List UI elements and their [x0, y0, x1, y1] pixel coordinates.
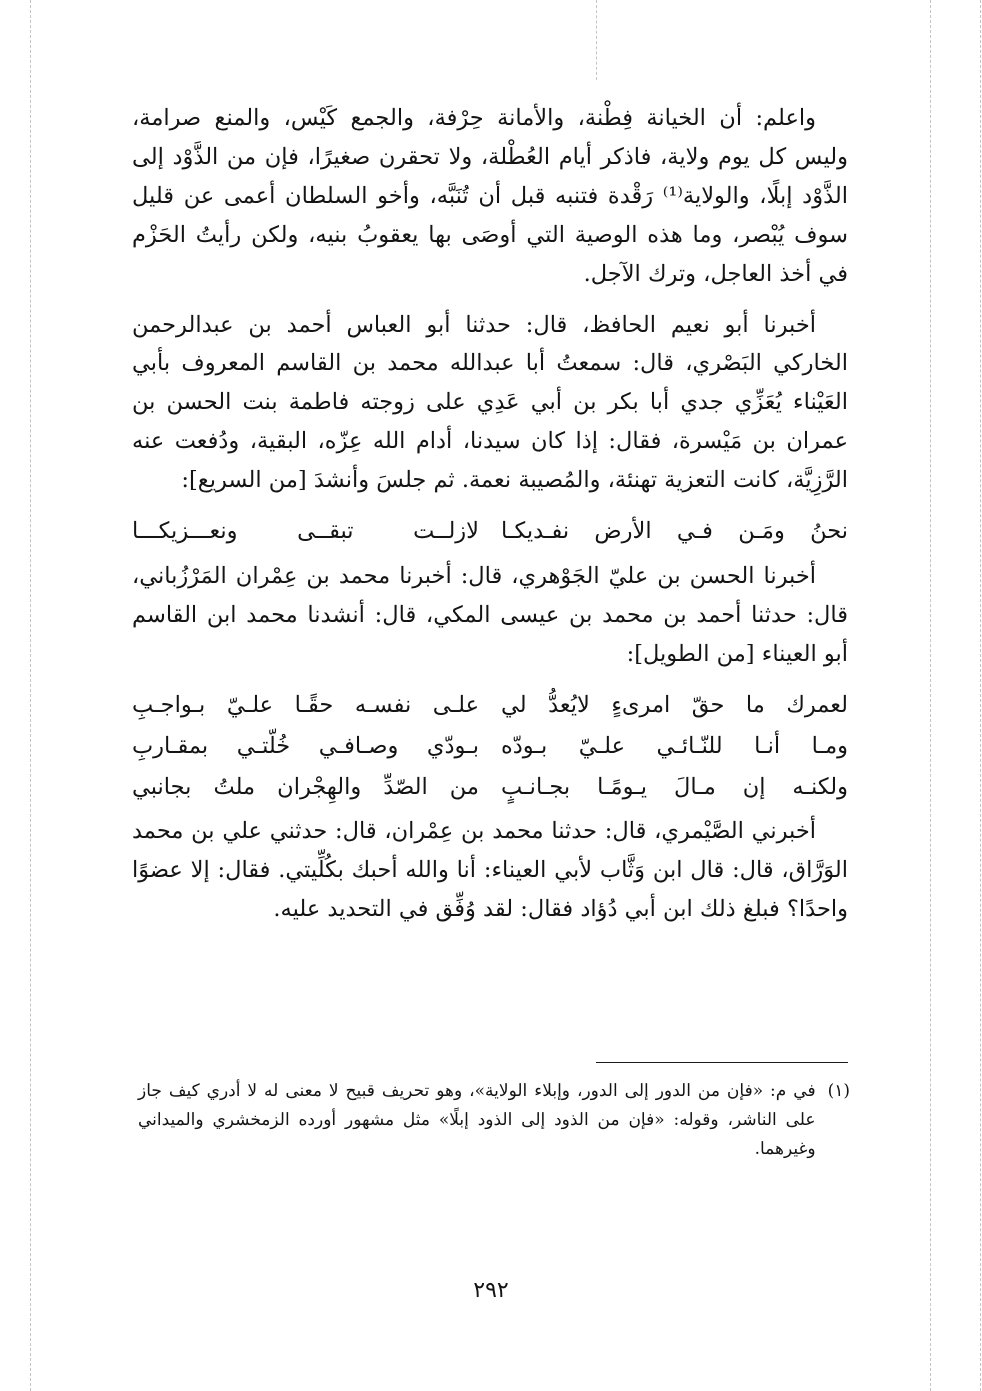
paragraph-narration-2: أخبرنا الحسن بن عليّ الجَوْهري، قال: أخبرنا محمد بن عِمْران المَرْزُباني، قال: حدثنا أحمد بن محمد بن عيسى المكي، قال: أنشدنا محمد ابن القاسم أبو العيناء [من الطويل]: — [132, 562, 848, 667]
verse-second-hemistich: علـى نفسـه حقًـا علـيّ بـواجـبِ — [132, 691, 479, 718]
verse-second-hemistich: من الصّدِّ والهِجْران ملتُ بجانبي — [132, 773, 479, 800]
verse-second-hemistich: بـودّي وصـافـي خُلّتـي بمقـاربِ — [132, 732, 479, 759]
verse-line — [132, 512, 848, 551]
footnote-separator — [596, 1062, 848, 1063]
verse-line — [132, 768, 848, 807]
footnote — [138, 1077, 850, 1164]
scan-edge-dots — [930, 0, 931, 1391]
verse-first-hemistich: نحنُ ومَـن فـي الأرض نفـديكـا — [501, 518, 848, 545]
scan-edge-dots — [596, 0, 597, 80]
footnote-marker: (١) — [827, 1081, 850, 1101]
paragraph-narration-3: أخبرني الصَّيْمري، قال: حدثنا محمد بن عِمْران، قال: حدثني علي بن محمد الوَرَّاق، قال: قال ابن وَثَّاب لأبي العيناء: أنا والله أحبك بكُلِّيتي. فقال: إلا عضوًا واحدًا؟ فبلغ ذلك ابن أبي دُؤاد فقال: لقد وُفِّق في التحديد عليه. — [132, 818, 848, 923]
page-body — [132, 99, 848, 941]
footnote-text: في م: «فإن من الدور إلى الدور، وإبلاء الولاية»، وهو تحريف قبيح لا معنى له لا أدري كيف جاز على الناشر، وقوله: «فإن من الذود إلى الذود إبلًا» مثل مشهور أورده الزمخشري والميداني وغيرهما. — [138, 1081, 816, 1159]
scan-edge-dots — [30, 0, 31, 1391]
page-number: ٢٩٢ — [473, 1278, 509, 1303]
verse-second-hemistich: لازلــت تبقــى ونعـــزيكـــا — [132, 518, 479, 545]
verse-line — [132, 686, 848, 725]
verse-first-hemistich: ولكنـه إن مـالَ يـومًـا بجـانـبٍ — [501, 773, 848, 800]
paragraph-advice: واعلم: أن الخيانة فِطْنة، والأمانة حِرْفة، والجمع كَيْس، والمنع صرامة، وليس كل يوم ولاية، فاذكر أيام العُطْلة، ولا تحقرن صغيرًا، فإن من الذَّوْد إلى الذَّوْد إبلًا، والولاية⁽¹⁾ رَقْدة فتنبه قبل أن تُنَبَّه، وأخو السلطان أعمى عن قليل سوف يُبْصر، وما هذه الوصية التي أوصَى بها يعقوبُ بنيه، ولكن رأيتُ الحَزْم في أخذ العاجل، وترك الآجل. — [132, 105, 848, 287]
paragraph-narration-1: أخبرنا أبو نعيم الحافظ، قال: حدثنا أبو العباس أحمد بن عبدالرحمن الخاركي البَصْري، قال: سمعتُ أبا عبدالله محمد بن القاسم المعروف بأبي العَيْناء يُعَزِّي جدي أبا بكر بن أبي عَدِي على زوجته فاطمة بنت الحسن بن عمران بن مَيْسرة، فقال: إذا كان سيدنا، أدام الله عِزّه، البقية، ودُفعت عنه الرَّزِيَّة، كانت التعزية تهنئة، والمُصيبة نعمة. ثم جلسَ وأنشدَ [من السريع]: — [132, 311, 848, 494]
verse-first-hemistich: ومـا أنـا للنّـائـي علـيّ بـودّه — [501, 732, 848, 759]
verse-first-hemistich: لعمرك ما حقّ امرىءٍ لايُعدُّ لي — [501, 691, 848, 718]
scan-edge-dots — [980, 0, 981, 1391]
verse-line — [132, 727, 848, 766]
